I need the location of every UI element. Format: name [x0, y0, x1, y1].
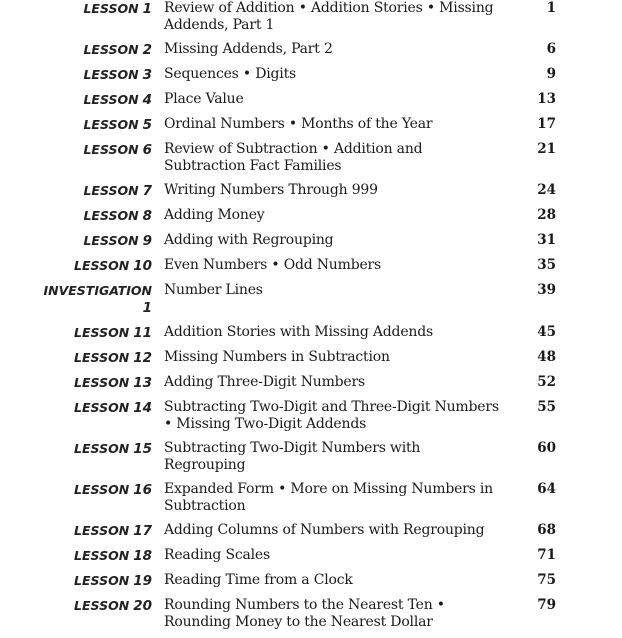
entry-title: Missing Addends, Part 2	[164, 41, 333, 57]
entry-page-number: 55	[537, 399, 556, 415]
entry-title: Review of Addition • Addition Stories • Missing Addends, Part 1	[164, 0, 494, 33]
entry-label-text: LESSON	[83, 67, 139, 82]
entry-number: 10	[133, 258, 152, 274]
entry-label	[0, 91, 152, 109]
toc-entry	[0, 0, 622, 41]
entry-title: Place Value	[164, 91, 244, 107]
entry-number: 18	[133, 548, 152, 564]
entry-title: Expanded Form • More on Missing Numbers in Subtraction	[164, 481, 493, 514]
entry-number: 14	[133, 400, 152, 416]
entry-number: 12	[133, 350, 152, 366]
entry-number: 2	[142, 42, 152, 58]
entry-label	[0, 257, 152, 275]
entry-title: Even Numbers • Odd Numbers	[164, 257, 382, 273]
entry-label	[0, 522, 152, 540]
toc-entry	[0, 572, 622, 597]
entry-title: Missing Numbers in Subtraction	[164, 349, 390, 365]
entry-page-number: 45	[537, 324, 556, 340]
toc-entry	[0, 257, 622, 282]
entry-page-number: 52	[537, 374, 556, 390]
entry-title: Rounding Numbers to the Nearest Ten • Rounding Money to the Nearest Dollar	[164, 597, 445, 630]
toc-entry	[0, 91, 622, 116]
entry-label	[0, 282, 152, 317]
entry-label	[0, 0, 152, 18]
entry-label	[0, 116, 152, 134]
entry-number: 8	[142, 208, 152, 224]
entry-label-text: LESSON	[74, 548, 130, 563]
entry-number: 1	[142, 300, 152, 316]
entry-title: Number Lines	[164, 282, 263, 298]
entry-title: Review of Subtraction • Addition and Subtraction Fact Families	[164, 141, 423, 174]
entry-number: 1	[142, 1, 152, 17]
entry-title: Adding Columns of Numbers with Regrouping	[164, 522, 485, 538]
entry-label	[0, 324, 152, 342]
entry-label-text: LESSON	[74, 325, 130, 340]
entry-number: 4	[142, 92, 152, 108]
entry-number: 7	[142, 183, 152, 199]
entry-label	[0, 232, 152, 250]
entry-label-text: LESSON	[74, 523, 130, 538]
toc-entry	[0, 597, 622, 638]
entry-page-number: 21	[537, 141, 556, 157]
toc-entry	[0, 282, 622, 324]
entry-number: 3	[142, 67, 152, 83]
toc-entry	[0, 522, 622, 547]
entry-label	[0, 399, 152, 417]
entry-title: Subtracting Two-Digit and Three-Digit Numbers • Missing Two-Digit Addends	[164, 399, 499, 432]
entry-page-number: 35	[537, 257, 556, 273]
entry-number: 15	[133, 441, 152, 457]
entry-label-text: LESSON	[74, 598, 130, 613]
entry-title: Adding Three-Digit Numbers	[164, 374, 365, 390]
entry-page-number: 24	[537, 182, 556, 198]
entry-page-number: 71	[537, 547, 556, 563]
entry-page-number: 64	[537, 481, 556, 497]
toc-entry	[0, 547, 622, 572]
entry-title: Addition Stories with Missing Addends	[164, 324, 433, 340]
toc-entry	[0, 141, 622, 182]
entry-page-number: 6	[546, 41, 556, 57]
entry-number: 6	[142, 142, 152, 158]
entry-label	[0, 207, 152, 225]
entry-label	[0, 440, 152, 458]
toc-entry	[0, 349, 622, 374]
entry-label	[0, 349, 152, 367]
toc-entry	[0, 116, 622, 141]
toc-entry	[0, 481, 622, 522]
entry-label-text: LESSON	[83, 117, 139, 132]
entry-label-text: LESSON	[74, 350, 130, 365]
entry-title: Writing Numbers Through 999	[164, 182, 378, 198]
entry-page-number: 68	[537, 522, 556, 538]
entry-label	[0, 481, 152, 499]
entry-label-text: LESSON	[74, 375, 130, 390]
entry-label-text: LESSON	[83, 42, 139, 57]
entry-page-number: 39	[537, 282, 556, 298]
entry-number: 17	[133, 523, 152, 539]
entry-label	[0, 547, 152, 565]
entry-number: 16	[133, 482, 152, 498]
entry-title: Sequences • Digits	[164, 66, 296, 82]
entry-title: Reading Time from a Clock	[164, 572, 353, 588]
entry-number: 19	[133, 573, 152, 589]
entry-label-text: INVESTIGATION	[43, 283, 152, 298]
entry-title: Adding with Regrouping	[164, 232, 334, 248]
entry-label	[0, 182, 152, 200]
entry-page-number: 31	[537, 232, 556, 248]
entry-number: 5	[142, 117, 152, 133]
entry-page-number: 79	[537, 597, 556, 613]
toc-entry	[0, 232, 622, 257]
entry-label-text: LESSON	[83, 208, 139, 223]
toc-entry	[0, 374, 622, 399]
toc-entry	[0, 440, 622, 481]
entry-page-number: 60	[537, 440, 556, 456]
entry-title: Reading Scales	[164, 547, 270, 563]
entry-number: 11	[133, 325, 152, 341]
entry-page-number: 1	[546, 0, 556, 16]
entry-page-number: 48	[537, 349, 556, 365]
entry-label-text: LESSON	[83, 183, 139, 198]
entry-label	[0, 597, 152, 615]
entry-page-number: 13	[537, 91, 556, 107]
entry-label-text: LESSON	[74, 400, 130, 415]
entry-label-text: LESSON	[74, 482, 130, 497]
entry-number: 9	[142, 233, 152, 249]
entry-label	[0, 572, 152, 590]
toc-entry	[0, 182, 622, 207]
entry-title: Adding Money	[164, 207, 265, 223]
toc-entry	[0, 324, 622, 349]
entry-label-text: LESSON	[83, 1, 139, 16]
entry-title: Ordinal Numbers • Months of the Year	[164, 116, 433, 132]
entry-label-text: LESSON	[74, 258, 130, 273]
entry-label	[0, 141, 152, 159]
entry-page-number: 75	[537, 572, 556, 588]
toc-entry	[0, 207, 622, 232]
entry-label	[0, 41, 152, 59]
toc-entry	[0, 41, 622, 66]
entry-label-text: LESSON	[74, 573, 130, 588]
entry-page-number: 9	[546, 66, 556, 82]
entry-title: Subtracting Two-Digit Numbers with Regrouping	[164, 440, 421, 473]
entry-page-number: 17	[537, 116, 556, 132]
entry-page-number: 28	[537, 207, 556, 223]
entry-label-text: LESSON	[74, 441, 130, 456]
toc-entry	[0, 66, 622, 91]
entry-number: 13	[133, 375, 152, 391]
entry-number: 20	[133, 598, 152, 614]
entry-label	[0, 374, 152, 392]
entry-label-text: LESSON	[83, 142, 139, 157]
entry-label	[0, 66, 152, 84]
entry-label-text: LESSON	[83, 233, 139, 248]
toc-entry	[0, 399, 622, 440]
entry-label-text: LESSON	[83, 92, 139, 107]
